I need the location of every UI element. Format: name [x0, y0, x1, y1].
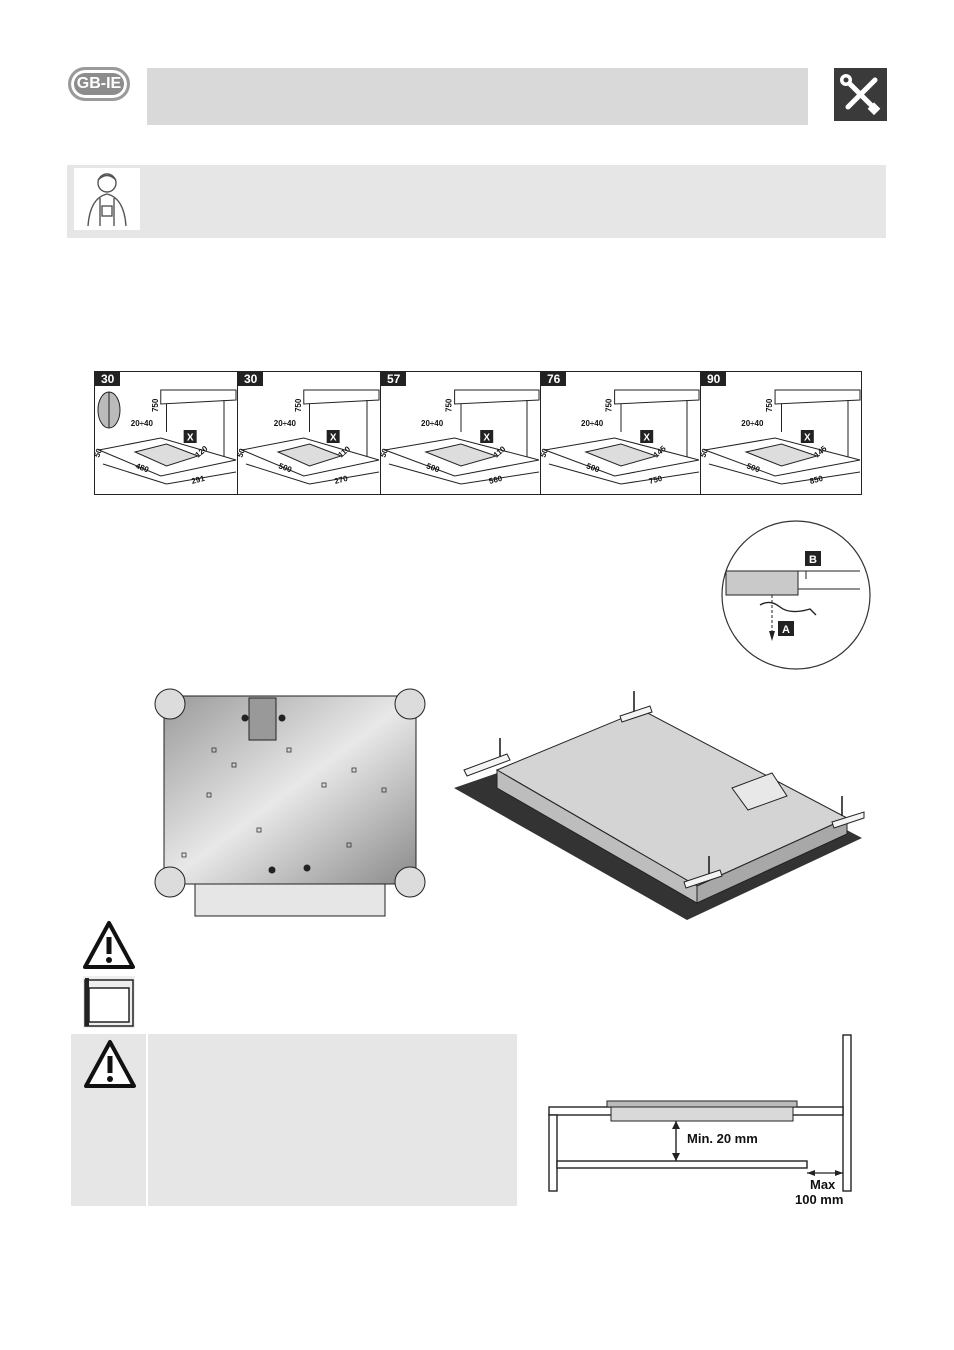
- dim-cutout-depth: 480: [134, 461, 150, 475]
- width-tag: 30: [95, 372, 120, 386]
- warning-triangle-icon: [82, 1038, 138, 1090]
- warning-box-divider: [146, 1034, 148, 1206]
- built-in-oven-icon: [81, 974, 137, 1030]
- dim-cutout-depth: 500: [745, 461, 762, 475]
- dim-depth: 20÷40: [130, 419, 153, 428]
- max-gap-label-1: Max: [810, 1177, 836, 1192]
- installer-banner: [67, 165, 886, 238]
- dim-depth: 20÷40: [581, 419, 604, 428]
- dim-cutout-width: 291: [190, 473, 206, 486]
- dim-depth: 20÷40: [741, 419, 764, 428]
- dim-depth: 20÷40: [273, 419, 296, 428]
- fixing-detail-diagram: [720, 519, 872, 671]
- dim-rear: 145: [651, 444, 668, 460]
- width-tag: 57: [381, 372, 406, 386]
- dim-cutout-width: 270: [333, 473, 349, 486]
- technician-icon: [74, 168, 140, 230]
- cutout-mark-x: X: [186, 432, 194, 444]
- detail-label-b: B: [809, 554, 817, 566]
- dim-cutout-width: 560: [487, 473, 504, 486]
- cutout-panel: [237, 371, 381, 495]
- dim-height: 750: [150, 398, 160, 412]
- dim-height: 750: [604, 398, 614, 412]
- language-badge: GB-IE: [68, 67, 130, 101]
- dim-cutout-depth: 500: [277, 461, 293, 475]
- dim-depth: 20÷40: [421, 419, 444, 428]
- dim-rear: 110: [336, 444, 353, 460]
- dim-front: 50: [378, 447, 390, 459]
- dim-front: 50: [235, 447, 247, 459]
- cutout-mark-x: X: [483, 432, 491, 444]
- warning-triangle-icon: [81, 919, 137, 971]
- clearance-diagram: [545, 1033, 860, 1213]
- dim-front: 50: [538, 447, 550, 459]
- width-tag: 76: [541, 372, 566, 386]
- hob-isometric-view: [452, 688, 867, 923]
- dim-rear: 145: [812, 444, 829, 460]
- dim-cutout-width: 750: [647, 473, 664, 486]
- min-clearance-label: Min. 20 mm: [687, 1131, 758, 1146]
- cutout-mark-x: X: [329, 432, 337, 444]
- dim-cutout-depth: 500: [425, 461, 441, 475]
- width-tag: 90: [701, 372, 726, 386]
- dim-cutout-depth: 500: [585, 461, 601, 475]
- cutout-mark-x: X: [803, 432, 811, 444]
- dim-front: 50: [698, 447, 710, 459]
- dim-rear: 110: [491, 444, 508, 460]
- dim-rear: 120: [193, 444, 210, 460]
- hob-underside-view: [152, 688, 432, 918]
- detail-label-a: A: [782, 624, 790, 636]
- cutout-panel: [380, 371, 541, 495]
- dim-height: 750: [444, 398, 454, 412]
- cutout-panel: [94, 371, 238, 495]
- cutout-mark-x: X: [643, 432, 651, 444]
- wrench-screwdriver-icon: [834, 68, 887, 121]
- dim-front: 50: [92, 447, 104, 459]
- cutout-diagrams: [94, 371, 861, 495]
- cutout-panel: [540, 371, 701, 495]
- header-bar: [147, 68, 808, 125]
- cutout-panel: [700, 371, 862, 495]
- dim-cutout-width: 850: [808, 473, 824, 486]
- width-tag: 30: [238, 372, 263, 386]
- dim-height: 750: [293, 398, 303, 412]
- max-gap-label-2: 100 mm: [795, 1192, 844, 1207]
- dim-height: 750: [764, 398, 774, 412]
